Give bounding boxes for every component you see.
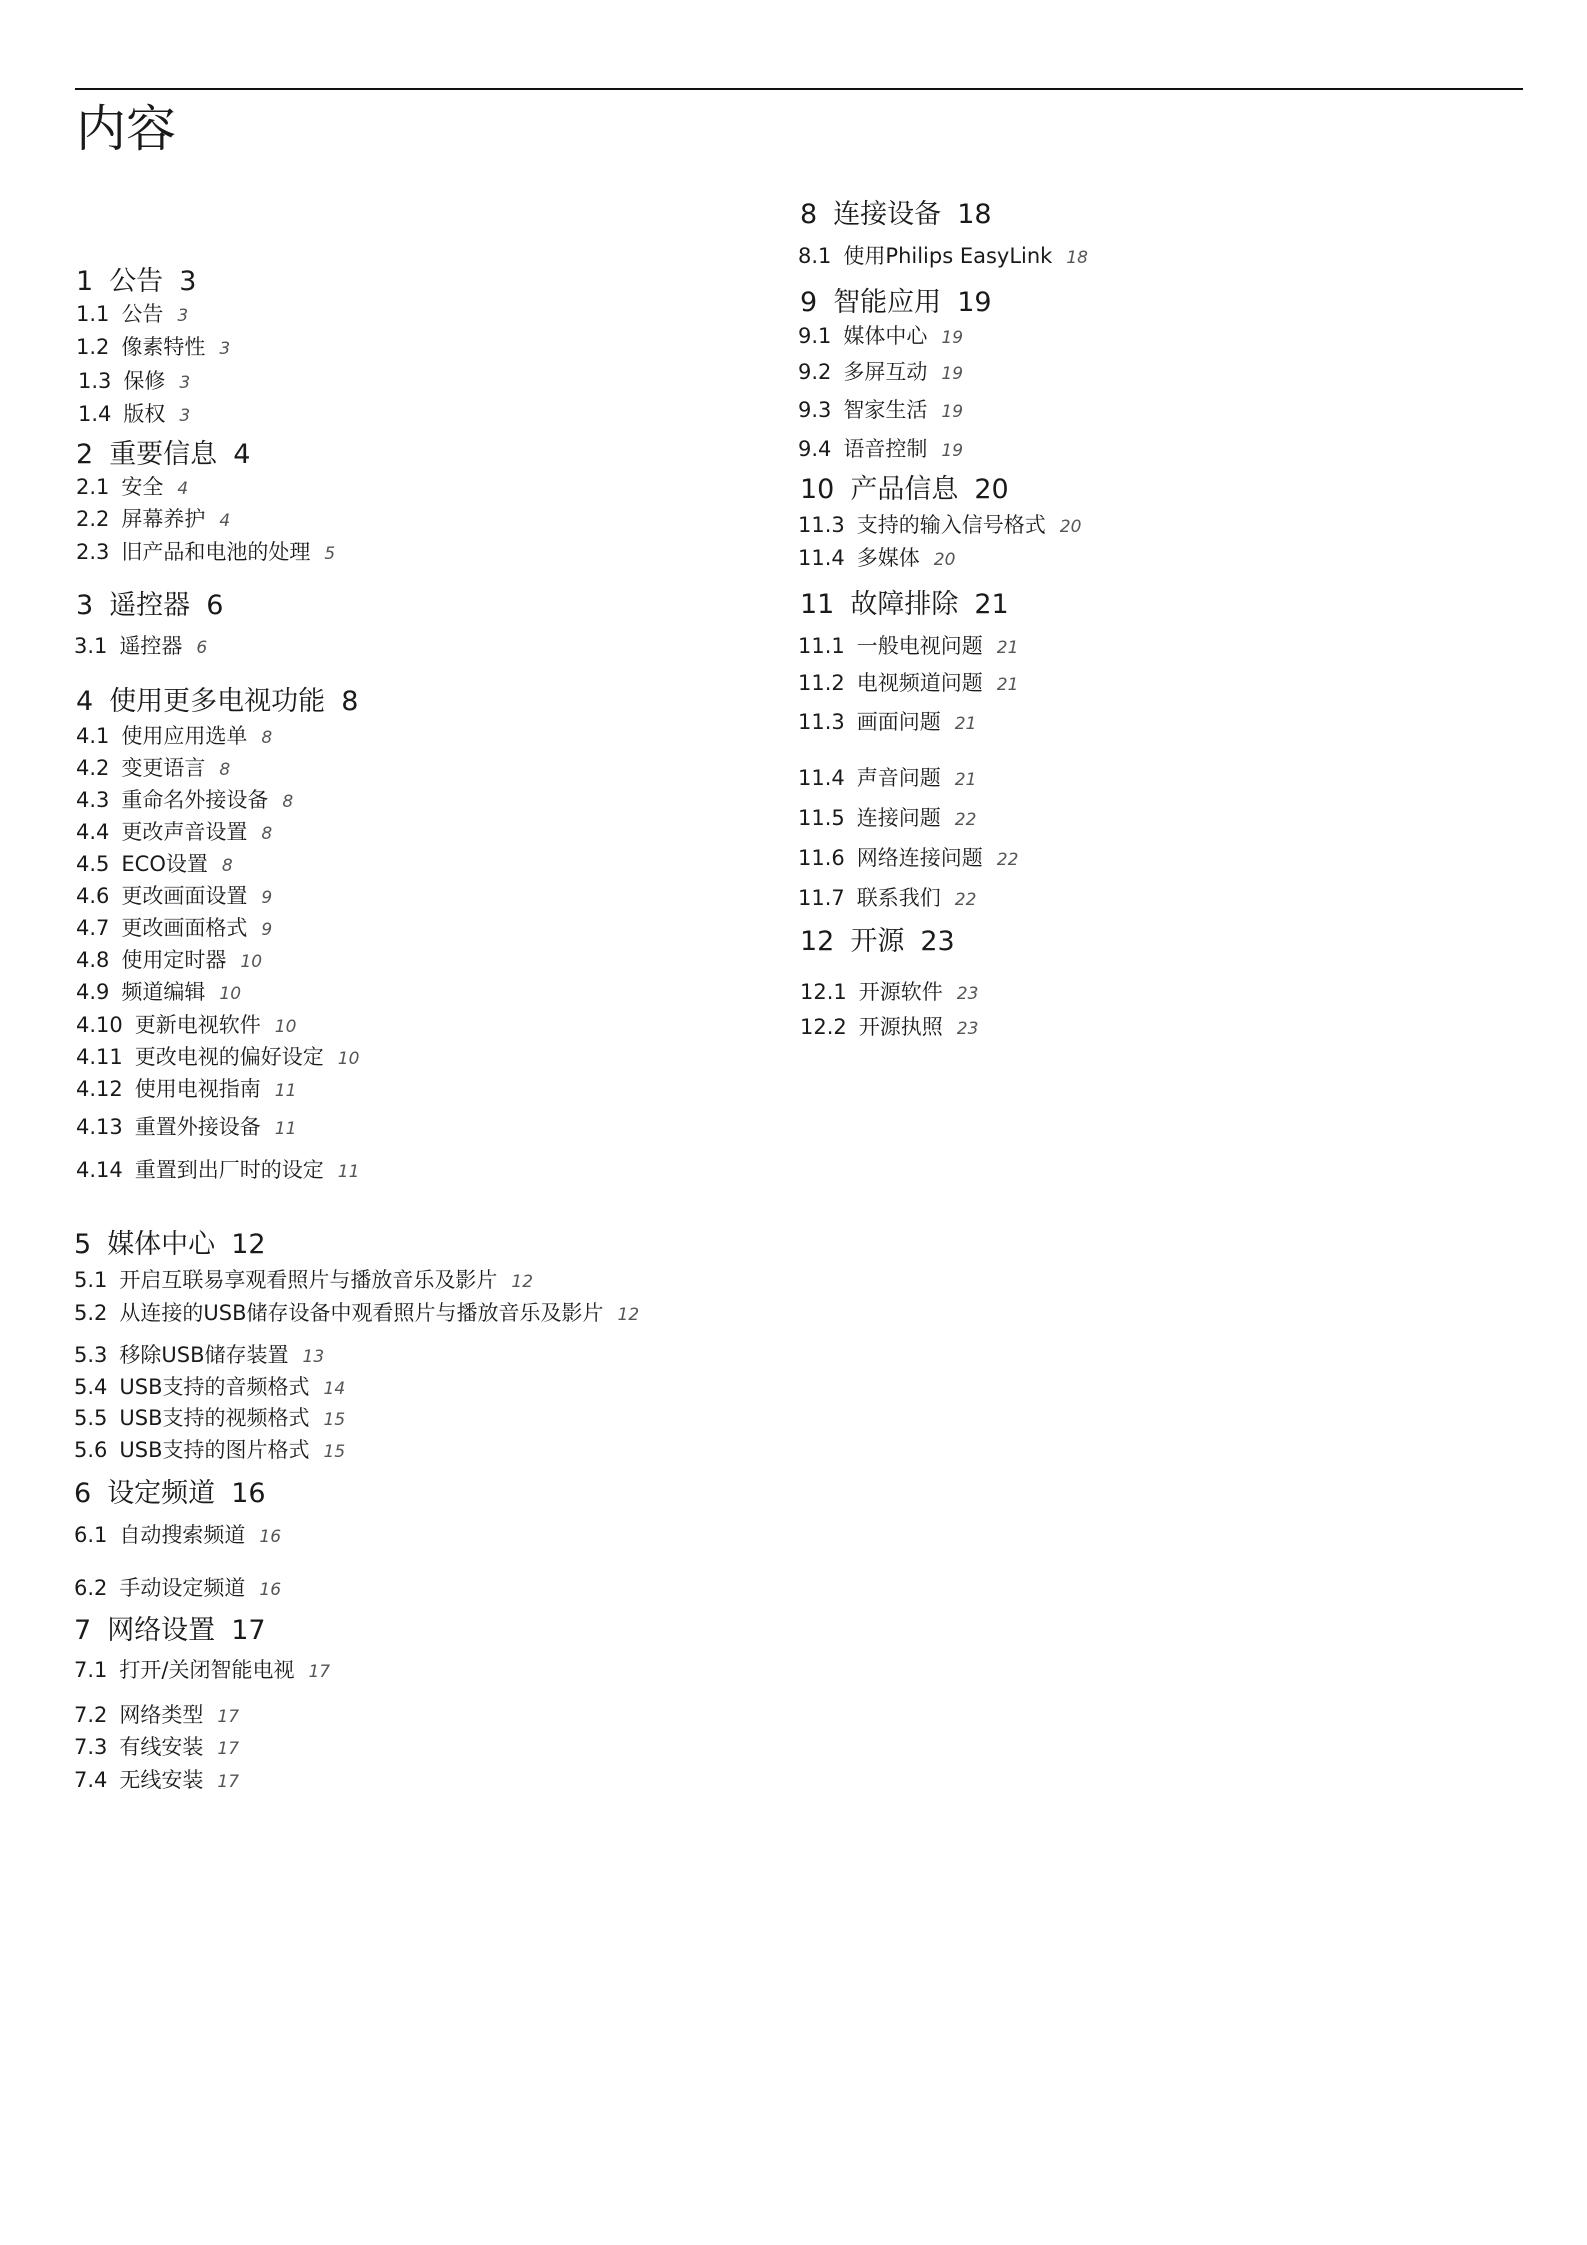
toc-entry-number: 11.4: [798, 546, 845, 570]
toc-entry-number: 4.6: [76, 884, 110, 908]
toc-entry-page: 22: [954, 810, 977, 830]
toc-entry-title: 连接问题: [856, 806, 941, 830]
toc-entry-title: 媒体中心: [843, 324, 928, 348]
toc-entry-title: 有线安装: [119, 1735, 204, 1759]
toc-entry-number: 4.2: [76, 756, 110, 780]
toc-subsection-entry: [74, 1345, 324, 1366]
toc-entry-number: 11.6: [798, 846, 845, 870]
toc-entry-number: 4.9: [76, 980, 110, 1004]
toc-entry-page: 8: [261, 824, 273, 844]
toc-entry-page: 22: [996, 850, 1019, 870]
toc-entry-page: 8: [221, 856, 233, 876]
toc-subsection-entry: [76, 509, 230, 530]
toc-entry-title: 公告: [121, 302, 164, 326]
toc-entry-title: 旧产品和电池的处理: [121, 540, 311, 564]
toc-entry-page: 10: [219, 984, 242, 1004]
toc-entry-number: 1.2: [76, 335, 110, 359]
toc-entry-page: 23: [920, 926, 955, 957]
toc-entry-title: 智能应用: [833, 287, 942, 318]
toc-entry-number: 5.3: [74, 1343, 108, 1367]
toc-entry-number: 6: [74, 1478, 92, 1509]
toc-entry-number: 11.1: [798, 634, 845, 658]
toc-entry-page: 19: [941, 402, 964, 422]
toc-entry-title: 保修: [123, 369, 166, 393]
toc-entry-title: 语音控制: [843, 437, 928, 461]
toc-entry-page: 10: [337, 1049, 360, 1069]
toc-section-entry: [74, 1231, 266, 1258]
toc-entry-number: 1.1: [76, 302, 110, 326]
toc-entry-number: 7.3: [74, 1735, 108, 1759]
toc-entry-page: 8: [219, 760, 231, 780]
toc-entry-title: 支持的输入信号格式: [856, 513, 1046, 537]
toc-entry-number: 12.1: [800, 980, 847, 1004]
toc-entry-page: 21: [954, 770, 977, 790]
toc-entry-page: 10: [274, 1017, 297, 1037]
toc-entry-page: 6: [206, 590, 224, 621]
toc-entry-title: 产品信息: [850, 474, 959, 505]
toc-entry-number: 4: [76, 686, 94, 717]
toc-entry-title: 开源执照: [858, 1015, 943, 1039]
toc-entry-number: 1: [76, 266, 94, 297]
toc-entry-title: 遥控器: [119, 634, 183, 658]
toc-entry-page: 12: [511, 1272, 534, 1292]
toc-entry-page: 3: [179, 406, 191, 426]
toc-subsection-entry: [798, 246, 1088, 267]
toc-entry-page: 8: [261, 728, 273, 748]
toc-subsection-entry: [78, 371, 190, 392]
toc-entry-page: 16: [259, 1580, 282, 1600]
toc-entry-page: 20: [974, 474, 1009, 505]
toc-subsection-entry: [798, 888, 976, 909]
toc-subsection-entry: [798, 548, 955, 569]
toc-entry-page: 22: [954, 890, 977, 910]
toc-entry-number: 5.1: [74, 1268, 108, 1292]
toc-entry-number: 11.3: [798, 710, 845, 734]
toc-entry-number: 4.10: [76, 1013, 123, 1037]
toc-subsection-entry: [76, 790, 293, 811]
toc-entry-page: 9: [261, 920, 273, 940]
toc-entry-number: 6.2: [74, 1576, 108, 1600]
toc-section-entry: [74, 1480, 266, 1507]
toc-subsection-entry: [800, 982, 978, 1003]
toc-subsection-entry: [76, 1117, 296, 1138]
toc-entry-title: 更改电视的偏好设定: [134, 1045, 324, 1069]
toc-entry-number: 4.13: [76, 1115, 123, 1139]
toc-entry-page: 11: [337, 1162, 360, 1182]
toc-subsection-entry: [798, 400, 963, 421]
toc-entry-page: 21: [974, 589, 1009, 620]
toc-entry-title: 联系我们: [856, 886, 941, 910]
toc-entry-title: 重置到出厂时的设定: [134, 1158, 324, 1182]
toc-entry-page: 8: [282, 792, 294, 812]
toc-entry-page: 17: [217, 1707, 240, 1727]
toc-entry-page: 4: [233, 439, 251, 470]
toc-entry-page: 18: [957, 199, 992, 230]
toc-entry-title: 网络连接问题: [856, 846, 983, 870]
toc-entry-number: 9: [800, 287, 818, 318]
toc-subsection-entry: [74, 1440, 345, 1461]
toc-entry-number: 2: [76, 439, 94, 470]
toc-entry-number: 11.4: [798, 766, 845, 790]
toc-entry-title: 无线安装: [119, 1768, 204, 1792]
toc-entry-page: 13: [302, 1347, 325, 1367]
toc-entry-number: 11.2: [798, 671, 845, 695]
toc-entry-title: 连接设备: [833, 199, 942, 230]
toc-entry-page: 8: [341, 686, 359, 717]
toc-entry-title: 重命名外接设备: [121, 788, 269, 812]
toc-entry-number: 4.5: [76, 852, 110, 876]
toc-entry-page: 19: [941, 441, 964, 461]
toc-entry-title: 多媒体: [856, 546, 920, 570]
toc-section-entry: [74, 1617, 266, 1644]
toc-subsection-entry: [800, 1017, 978, 1038]
toc-entry-title: 智家生活: [843, 398, 928, 422]
toc-subsection-entry: [76, 542, 335, 563]
toc-section-entry: [76, 592, 223, 619]
toc-entry-number: 3: [76, 590, 94, 621]
toc-subsection-entry: [74, 1377, 345, 1398]
toc-entry-page: 16: [259, 1527, 282, 1547]
toc-entry-title: 网络类型: [119, 1703, 204, 1727]
toc-entry-page: 18: [1066, 248, 1088, 268]
toc-subsection-entry: [74, 1737, 239, 1758]
toc-entry-page: 23: [956, 1019, 979, 1039]
toc-subsection-entry: [798, 515, 1081, 536]
toc-entry-number: 4.1: [76, 724, 110, 748]
toc-entry-number: 4.4: [76, 820, 110, 844]
toc-entry-title: 使用定时器: [121, 948, 227, 972]
toc-entry-page: 21: [996, 675, 1019, 695]
toc-entry-page: 19: [957, 287, 992, 318]
toc-entry-page: 3: [177, 306, 189, 326]
toc-entry-page: 10: [240, 952, 263, 972]
toc-entry-number: 12: [800, 926, 835, 957]
toc-entry-page: 20: [933, 550, 956, 570]
toc-entry-title: 自动搜索频道: [119, 1523, 246, 1547]
toc-subsection-entry: [74, 1408, 345, 1429]
toc-entry-title: 遥控器: [109, 590, 191, 621]
toc-entry-page: 17: [217, 1772, 240, 1792]
toc-entry-number: 4.3: [76, 788, 110, 812]
toc-entry-number: 5: [74, 1229, 92, 1260]
toc-entry-number: 4.12: [76, 1077, 123, 1101]
toc-subsection-entry: [74, 1303, 639, 1324]
toc-subsection-entry: [76, 982, 241, 1003]
toc-entry-number: 10: [800, 474, 835, 505]
toc-subsection-entry: [78, 404, 190, 425]
toc-entry-title: 变更语言: [121, 756, 206, 780]
toc-subsection-entry: [76, 337, 230, 358]
toc-entry-number: 5.6: [74, 1438, 108, 1462]
toc-entry-number: 9.4: [798, 437, 832, 461]
toc-entry-number: 7.2: [74, 1703, 108, 1727]
toc-entry-title: 从连接的USB储存设备中观看照片与播放音乐及影片: [119, 1301, 604, 1325]
toc-entry-number: 4.11: [76, 1045, 123, 1069]
toc-section-entry: [76, 268, 196, 295]
toc-entry-page: 3: [179, 373, 191, 393]
toc-entry-title: 声音问题: [856, 766, 941, 790]
toc-entry-page: 14: [323, 1379, 346, 1399]
toc-subsection-entry: [798, 326, 963, 347]
toc-entry-title: 多屏互动: [843, 360, 928, 384]
toc-entry-page: 20: [1059, 517, 1082, 537]
toc-entry-title: 电视频道问题: [856, 671, 983, 695]
toc-subsection-entry: [798, 808, 976, 829]
toc-entry-number: 1.3: [78, 369, 112, 393]
header-rule: [75, 88, 1523, 90]
toc-entry-title: 安全: [121, 475, 164, 499]
toc-entry-page: 6: [196, 638, 208, 658]
toc-subsection-entry: [74, 1525, 281, 1546]
toc-subsection-entry: [76, 854, 233, 875]
toc-entry-page: 12: [231, 1229, 266, 1260]
toc-entry-page: 16: [231, 1478, 266, 1509]
toc-entry-title: USB支持的音频格式: [119, 1375, 310, 1399]
toc-entry-title: 使用电视指南: [134, 1077, 261, 1101]
toc-entry-title: 使用应用选单: [121, 724, 248, 748]
toc-subsection-entry: [76, 1160, 359, 1181]
toc-entry-title: USB支持的视频格式: [119, 1406, 310, 1430]
toc-subsection-entry: [76, 1015, 296, 1036]
toc-entry-number: 8.1: [798, 244, 832, 268]
toc-entry-number: 5.4: [74, 1375, 108, 1399]
page-title: 内容: [76, 100, 176, 158]
toc-entry-page: 19: [941, 328, 964, 348]
toc-entry-title: 网络设置: [107, 1615, 216, 1646]
toc-entry-title: 开启互联易享观看照片与播放音乐及影片: [119, 1268, 498, 1292]
toc-entry-title: ECO设置: [121, 852, 208, 876]
toc-entry-title: 更新电视软件: [134, 1013, 261, 1037]
toc-entry-title: 公告: [109, 266, 164, 297]
toc-entry-number: 5.5: [74, 1406, 108, 1430]
toc-entry-number: 4.14: [76, 1158, 123, 1182]
toc-entry-page: 4: [177, 479, 189, 499]
toc-entry-page: 12: [617, 1305, 640, 1325]
toc-entry-page: 5: [324, 544, 336, 564]
toc-entry-title: 使用Philips EasyLink: [843, 244, 1053, 268]
toc-entry-page: 15: [323, 1442, 346, 1462]
toc-entry-page: 17: [308, 1662, 331, 1682]
toc-entry-page: 3: [219, 339, 231, 359]
toc-entry-title: 使用更多电视功能: [109, 686, 326, 717]
toc-subsection-entry: [798, 768, 976, 789]
toc-entry-page: 4: [219, 511, 231, 531]
toc-subsection-entry: [798, 848, 1018, 869]
toc-subsection-entry: [74, 1770, 239, 1791]
toc-subsection-entry: [76, 1047, 359, 1068]
toc-entry-number: 9.1: [798, 324, 832, 348]
toc-subsection-entry: [76, 822, 272, 843]
toc-entry-number: 11.3: [798, 513, 845, 537]
toc-entry-number: 7.1: [74, 1658, 108, 1682]
toc-entry-number: 6.1: [74, 1523, 108, 1547]
toc-subsection-entry: [76, 304, 188, 325]
toc-subsection-entry: [76, 726, 272, 747]
toc-entry-number: 4.7: [76, 916, 110, 940]
toc-entry-number: 4.8: [76, 948, 110, 972]
toc-entry-number: 3.1: [74, 634, 108, 658]
toc-entry-number: 12.2: [800, 1015, 847, 1039]
toc-entry-title: 打开/关闭智能电视: [119, 1658, 295, 1682]
toc-entry-number: 11.5: [798, 806, 845, 830]
toc-entry-title: 移除USB储存装置: [119, 1343, 289, 1367]
toc-subsection-entry: [74, 1578, 281, 1599]
toc-entry-title: 更改声音设置: [121, 820, 248, 844]
toc-section-entry: [800, 928, 955, 955]
toc-subsection-entry: [798, 673, 1018, 694]
toc-entry-page: 11: [274, 1081, 297, 1101]
toc-entry-title: 重置外接设备: [134, 1115, 261, 1139]
toc-section-entry: [800, 201, 992, 228]
toc-entry-title: 媒体中心: [107, 1229, 216, 1260]
toc-subsection-entry: [74, 1660, 330, 1681]
toc-entry-title: 像素特性: [121, 335, 206, 359]
toc-entry-title: 画面问题: [856, 710, 941, 734]
toc-entry-title: 手动设定频道: [119, 1576, 246, 1600]
toc-entry-number: 5.2: [74, 1301, 108, 1325]
toc-subsection-entry: [798, 362, 963, 383]
toc-entry-number: 8: [800, 199, 818, 230]
toc-entry-page: 21: [996, 638, 1019, 658]
toc-entry-title: 版权: [123, 402, 166, 426]
toc-subsection-entry: [798, 636, 1018, 657]
toc-entry-page: 3: [179, 266, 197, 297]
toc-entry-page: 19: [941, 364, 964, 384]
toc-entry-page: 9: [261, 888, 273, 908]
toc-entry-title: 更改画面设置: [121, 884, 248, 908]
toc-entry-number: 9.3: [798, 398, 832, 422]
toc-subsection-entry: [76, 1079, 296, 1100]
toc-subsection-entry: [798, 712, 976, 733]
toc-entry-title: 一般电视问题: [856, 634, 983, 658]
toc-section-entry: [76, 441, 250, 468]
toc-entry-title: 更改画面格式: [121, 916, 248, 940]
toc-entry-title: 屏幕养护: [121, 507, 206, 531]
toc-entry-title: 开源: [850, 926, 905, 957]
toc-subsection-entry: [798, 439, 963, 460]
toc-entry-title: 设定频道: [107, 1478, 216, 1509]
toc-entry-page: 11: [274, 1119, 297, 1139]
toc-entry-number: 11: [800, 589, 835, 620]
toc-subsection-entry: [76, 758, 230, 779]
toc-entry-number: 2.3: [76, 540, 110, 564]
toc-entry-number: 7.4: [74, 1768, 108, 1792]
toc-entry-number: 7: [74, 1615, 92, 1646]
toc-entry-title: 开源软件: [858, 980, 943, 1004]
toc-section-entry: [800, 591, 1009, 618]
toc-subsection-entry: [76, 950, 262, 971]
toc-section-entry: [800, 476, 1009, 503]
toc-section-entry: [800, 289, 992, 316]
toc-entry-page: 23: [956, 984, 979, 1004]
toc-entry-title: 频道编辑: [121, 980, 206, 1004]
toc-entry-title: USB支持的图片格式: [119, 1438, 310, 1462]
toc-entry-number: 2.1: [76, 475, 110, 499]
toc-subsection-entry: [76, 886, 272, 907]
toc-entry-page: 15: [323, 1410, 346, 1430]
toc-subsection-entry: [76, 918, 272, 939]
toc-entry-page: 21: [954, 714, 977, 734]
toc-entry-number: 11.7: [798, 886, 845, 910]
toc-subsection-entry: [74, 1705, 239, 1726]
toc-entry-number: 1.4: [78, 402, 112, 426]
toc-subsection-entry: [74, 1270, 533, 1291]
toc-subsection-entry: [76, 477, 188, 498]
toc-entry-title: 重要信息: [109, 439, 218, 470]
toc-section-entry: [76, 688, 358, 715]
toc-entry-page: 17: [231, 1615, 266, 1646]
toc-entry-number: 9.2: [798, 360, 832, 384]
toc-entry-number: 2.2: [76, 507, 110, 531]
toc-subsection-entry: [74, 636, 207, 657]
toc-entry-title: 故障排除: [850, 589, 959, 620]
toc-entry-page: 17: [217, 1739, 240, 1759]
